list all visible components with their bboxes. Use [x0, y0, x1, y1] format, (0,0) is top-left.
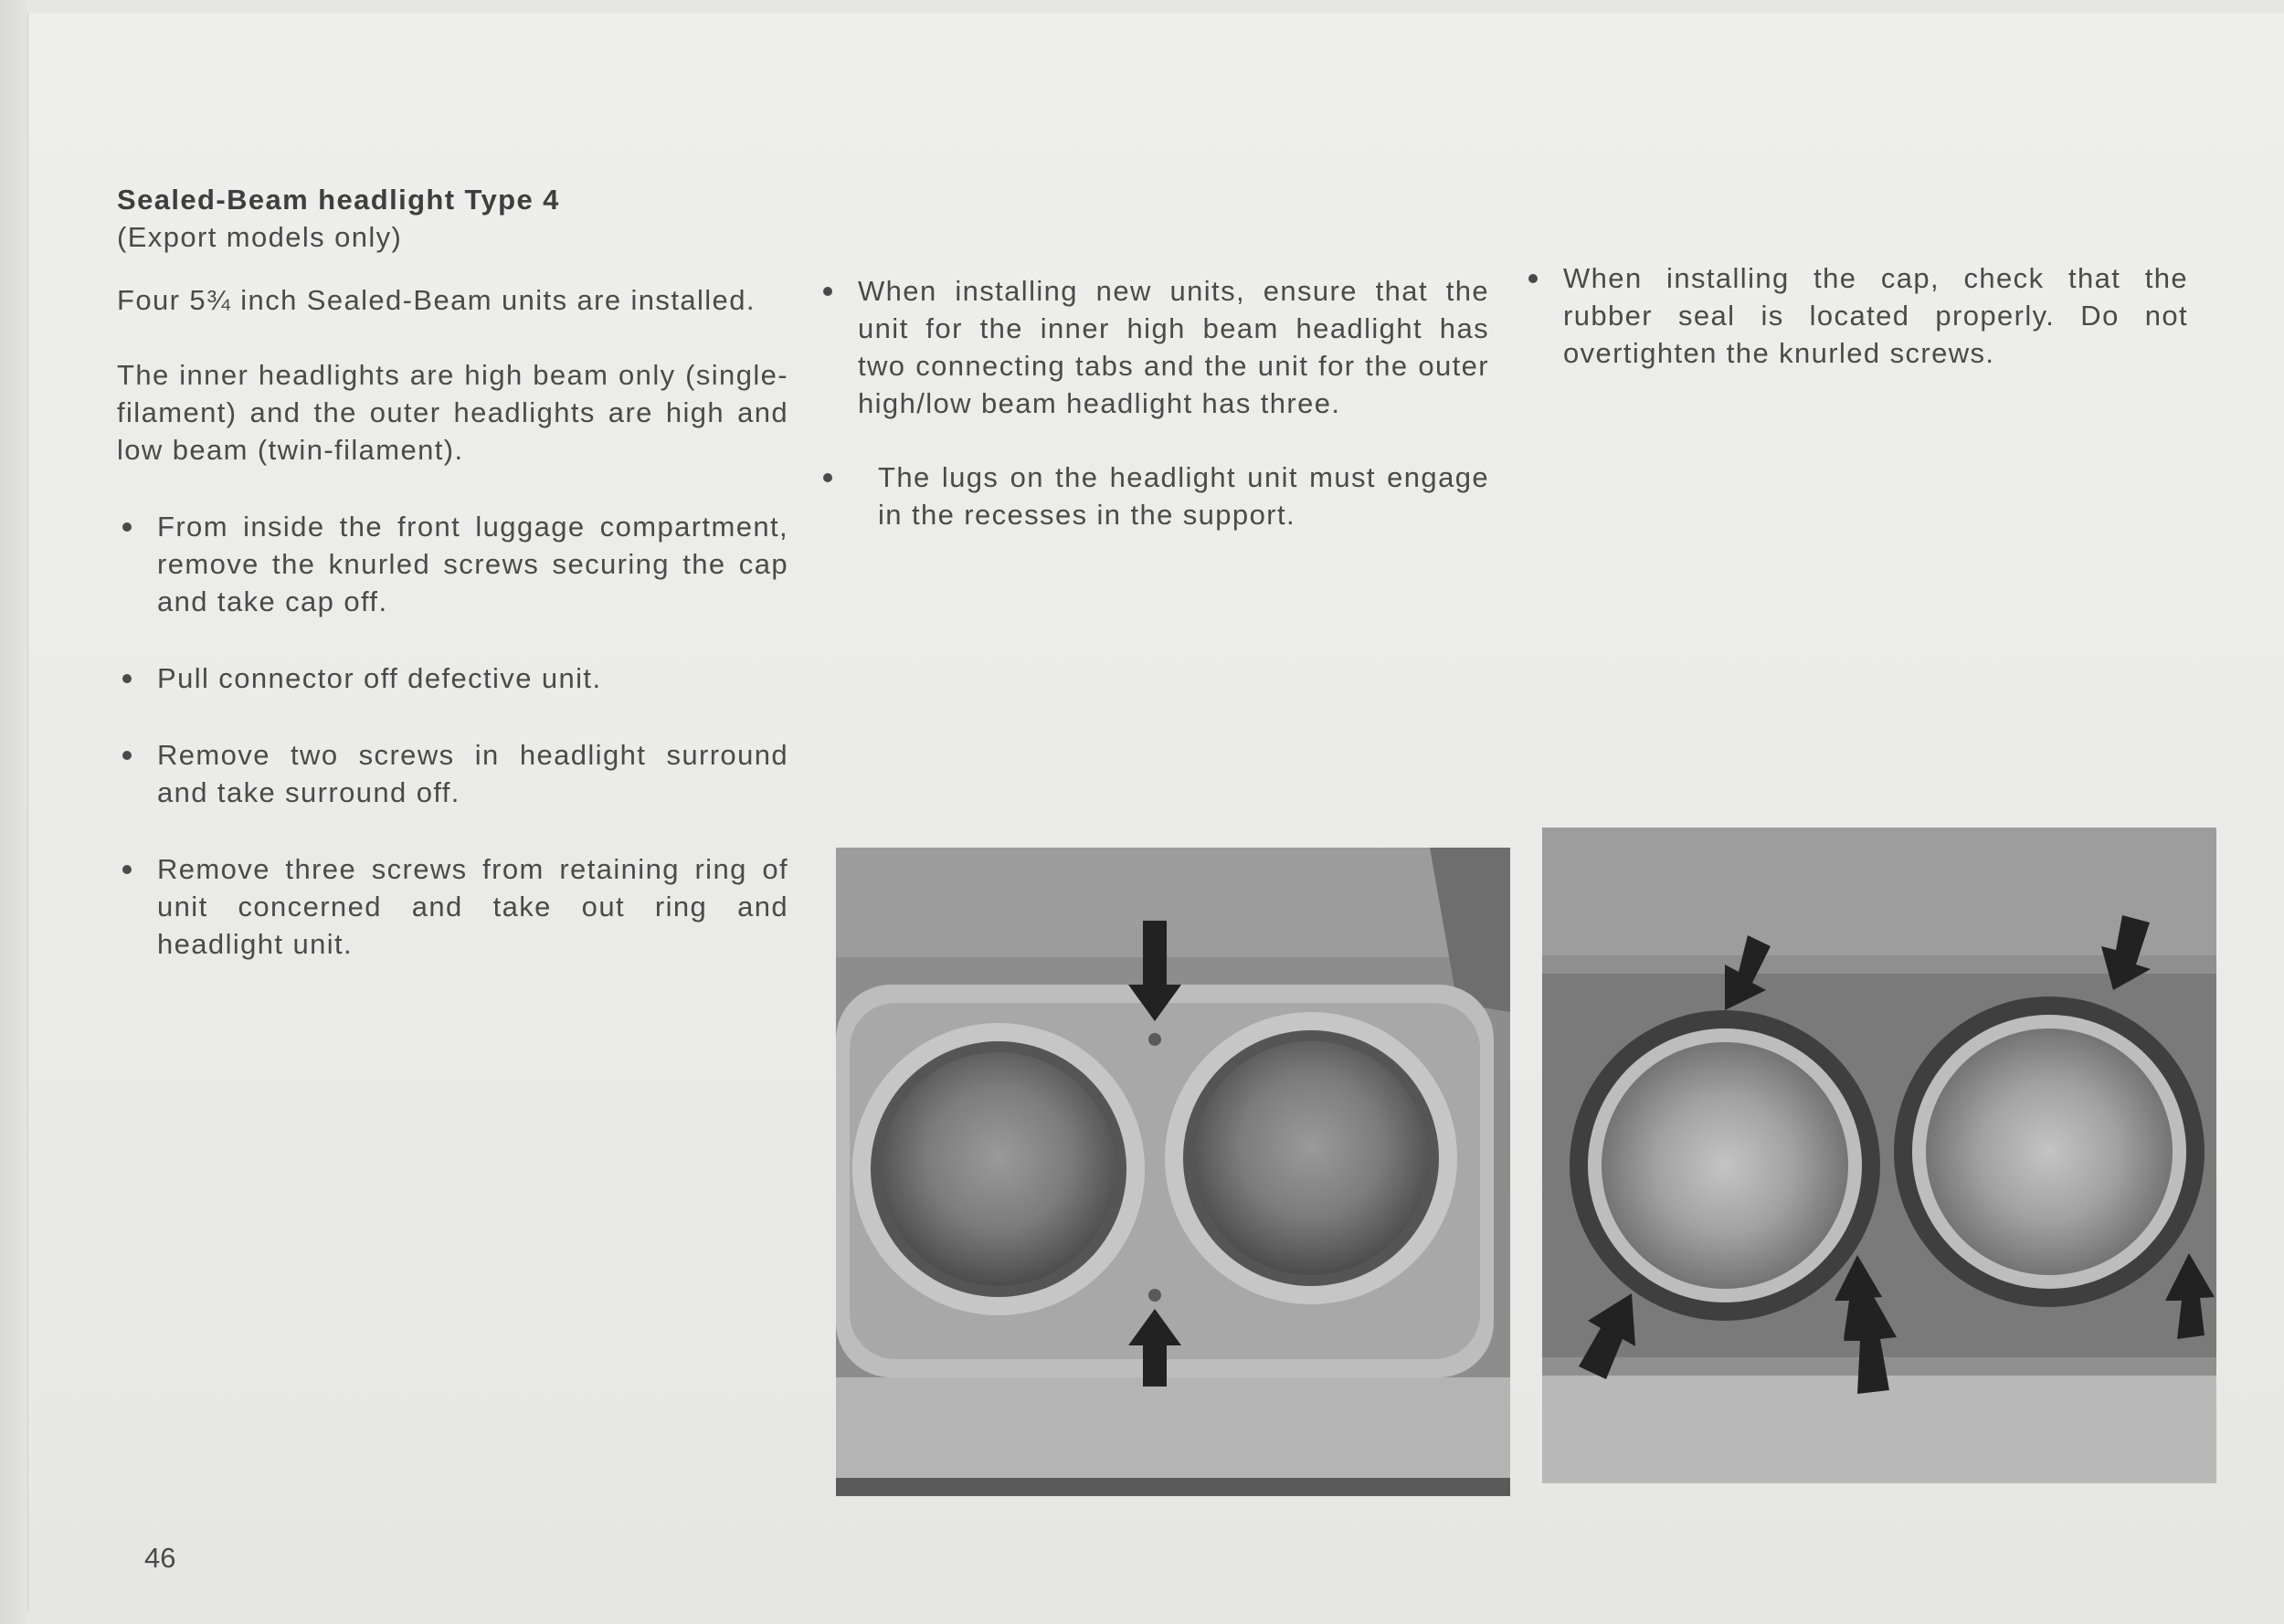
page-number: 46	[144, 1542, 176, 1574]
list-item: Remove three screws from retaining ring of unit concerned and take out ring and headlight unit.	[117, 850, 788, 963]
page-subheading: (Export models only)	[117, 221, 403, 253]
intro-paragraph-2: The inner headlights are high beam only (single-filament) and the outer headlights are high and low beam (twin-filament).	[117, 359, 788, 466]
list-item: Remove two screws in headlight surround and take surround off.	[117, 736, 788, 811]
column-3	[1523, 259, 2188, 372]
intro-paragraph-1: Four 5¾ inch Sealed-Beam units are installed.	[117, 284, 756, 316]
column-2	[818, 272, 1489, 533]
list-item: When installing new units, ensure that the unit for the inner high beam headlight has two connecting tabs and the unit for the outer high/low beam headlight has three.	[818, 272, 1489, 422]
headlights-with-surround-photo	[836, 848, 1510, 1496]
list-item: When installing the cap, check that the rubber seal is located properly. Do not overtighten the knurled screws.	[1523, 259, 2188, 372]
list-item: The lugs on the headlight unit must engage in the recesses in the support.	[818, 459, 1489, 533]
page-heading: Sealed-Beam headlight Type 4	[117, 184, 560, 216]
list-item: From inside the front luggage compartment, remove the knurled screws securing the cap and take cap off.	[117, 508, 788, 620]
headlights-without-surround-photo	[1542, 828, 2216, 1483]
page-edge	[0, 0, 27, 1624]
list-item: Pull connector off defective unit.	[117, 659, 788, 697]
column-1	[117, 181, 788, 963]
